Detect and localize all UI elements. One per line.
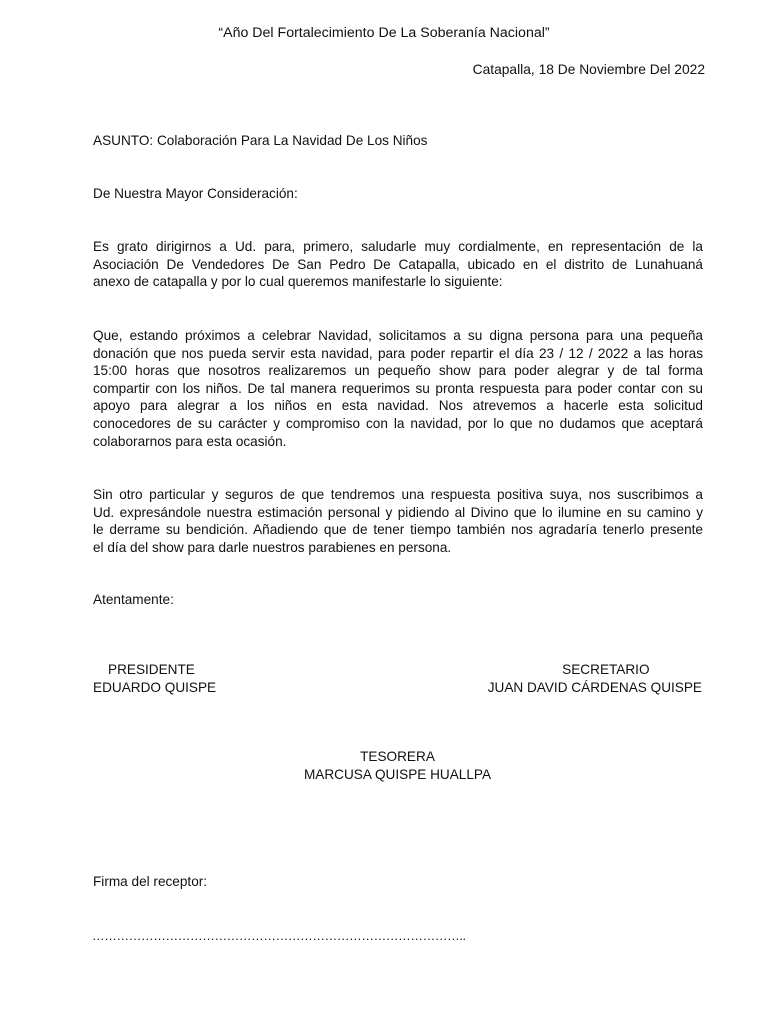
- signatory-name: JUAN DAVID CÁRDENAS QUISPE: [487, 680, 702, 695]
- paragraph-line: colaborarnos para esta ocasión.: [93, 433, 287, 449]
- signatory-name: MARCUSA QUISPE HUALLPA: [303, 767, 492, 782]
- signatory-role: PRESIDENTE: [108, 662, 195, 677]
- paragraph-line: anexo de catapalla y por lo cual queremos manifestarle lo siguiente:: [93, 274, 503, 290]
- signature-secretary: [488, 661, 702, 697]
- salutation: De Nuestra Mayor Consideración:: [93, 186, 298, 201]
- paragraph-line: donación que nos pueda servir esta navidad, para poder repartir el día 23 / 12 / 2022 a las horas: [93, 345, 703, 361]
- paragraph-line: le derrame su bendición. Añadiendo que de tener tiempo también nos agradaría tenerlo presente: [93, 522, 703, 538]
- receiver-signature-label: Firma del receptor:: [93, 874, 208, 889]
- paragraph-line: Sin otro particular y seguros de que tendremos una respuesta positiva suya, nos suscribimos a: [93, 487, 703, 502]
- paragraph-request: [93, 327, 703, 450]
- signatory-role: TESORERA: [360, 749, 435, 764]
- paragraph-line: Asociación De Vendedores De San Pedro De Catapalla, ubicado en el distrito de Lunahuaná: [93, 256, 703, 272]
- paragraph-line: compartir con los niños. De tal manera requerimos su pronta respuesta para poder contar con su: [93, 380, 703, 396]
- signature-treasurer: [0, 748, 768, 784]
- date-line: Catapalla, 18 De Noviembre Del 2022: [472, 62, 705, 77]
- paragraph-line: Ud. expresándole nuestra estimación personal y pidiendo al Divino que lo ilumine en su camino y: [93, 504, 703, 520]
- signature-president: [93, 661, 216, 697]
- signatory-name: EDUARDO QUISPE: [93, 680, 217, 695]
- subject-line: ASUNTO: Colaboración Para La Navidad De Los Niños: [93, 133, 428, 148]
- paragraph-line: Es grato dirigirnos a Ud. para, primero, saludarle muy cordialmente, en representación de la: [93, 239, 703, 254]
- national-motto-heading: “Año Del Fortalecimiento De La Soberanía Nacional”: [218, 25, 550, 41]
- receiver-signature-line: ………………………………………………………………………………..: [92, 929, 466, 943]
- paragraph-line: el día del show para darle nuestros parabienes en persona.: [93, 539, 452, 555]
- paragraph-greeting: [93, 238, 703, 291]
- closing-text: Atentamente:: [93, 592, 174, 607]
- paragraph-line: conocedores de su carácter y compromiso con la navidad, por lo que no dudamos que aceptará: [93, 415, 703, 431]
- paragraph-line: 15:00 horas que nosotros realizaremos un pequeño show para poder alegrar y de tal forma: [93, 363, 703, 379]
- paragraph-closing-remarks: [93, 486, 703, 556]
- paragraph-line: apoyo para alegrar a los niños en esta navidad. Nos atrevemos a hacerle esta solicitud: [93, 398, 703, 414]
- paragraph-line: Que, estando próximos a celebrar Navidad, solicitamos a su digna persona para una pequeña: [93, 328, 703, 343]
- signatory-role: SECRETARIO: [562, 662, 650, 677]
